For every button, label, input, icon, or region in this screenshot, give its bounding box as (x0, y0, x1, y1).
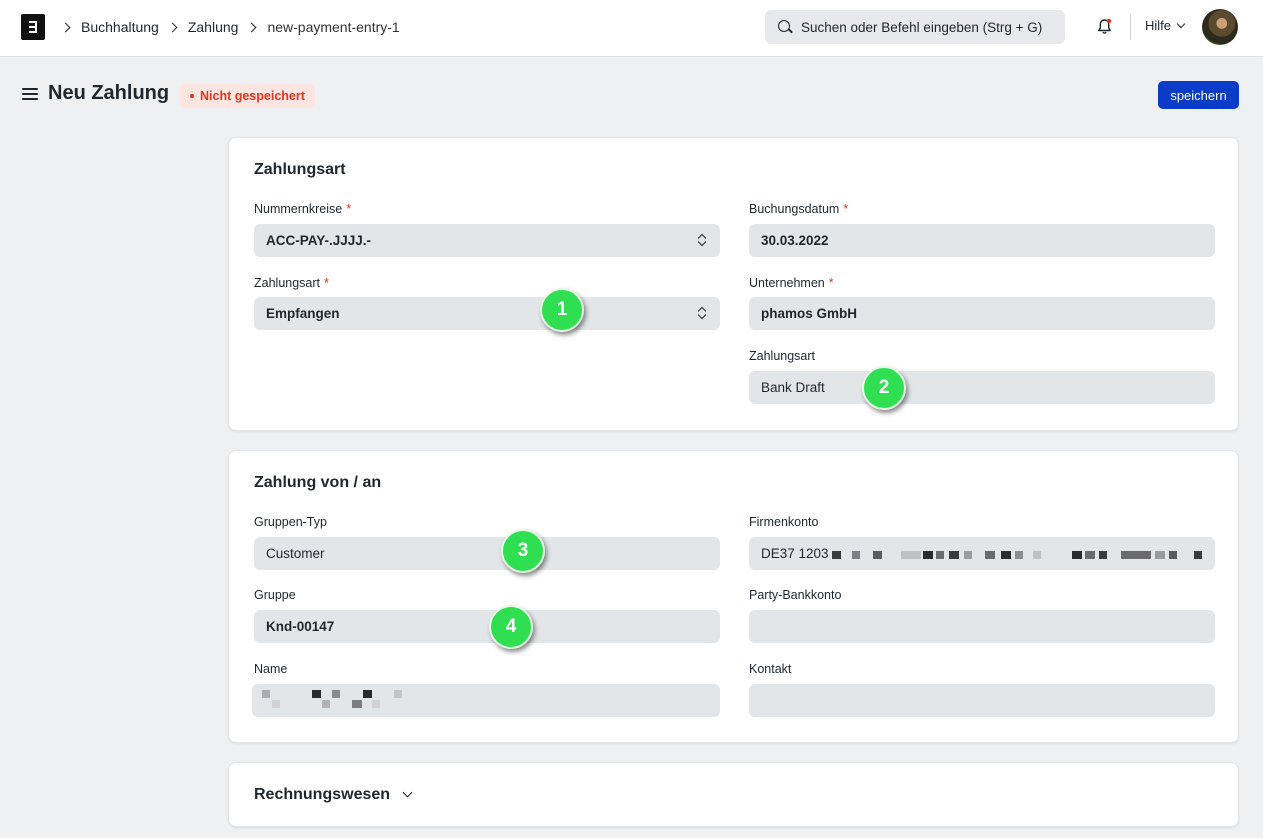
party-type-field[interactable] (254, 537, 720, 570)
payment-type-label: Zahlungsart * (254, 276, 329, 290)
annotation-marker-3: 3 (501, 529, 545, 573)
save-button[interactable]: speichern (1158, 81, 1239, 109)
chevron-right-icon (167, 22, 177, 32)
user-avatar[interactable] (1202, 9, 1238, 45)
party-field[interactable] (254, 610, 720, 643)
posting-date-value: 30.03.2022 (761, 233, 829, 248)
mode-of-payment-field[interactable] (749, 371, 1215, 404)
navbar-divider (1130, 14, 1131, 40)
company-value: phamos GmbH (761, 306, 858, 321)
mode-of-payment-label: Zahlungsart (749, 349, 816, 363)
chevron-right-icon (247, 22, 257, 32)
search-input[interactable] (765, 10, 1065, 44)
company-field[interactable] (749, 297, 1215, 330)
breadcrumb-item-zahlung[interactable]: Zahlung (187, 19, 239, 35)
chevron-right-icon (61, 22, 71, 32)
select-arrows-icon (698, 306, 706, 320)
naming-series-select[interactable] (254, 224, 720, 257)
section-party (228, 450, 1239, 743)
company-account-value: DE37 1203 (761, 546, 829, 561)
section-payment-type (228, 137, 1239, 431)
status-badge: Nicht gespeichert (180, 84, 315, 108)
company-account-label: Firmenkonto (749, 515, 819, 529)
party-type-label: Gruppen-Typ (254, 515, 327, 529)
party-bank-account-field[interactable] (749, 610, 1215, 643)
posting-date-label: Buchungsdatum * (749, 202, 849, 216)
breadcrumb-item-buchhaltung[interactable]: Buchhaltung (81, 19, 159, 35)
company-label: Unternehmen * (749, 276, 834, 290)
mode-of-payment-value: Bank Draft (761, 380, 825, 395)
payment-type-value: Empfangen (266, 306, 340, 321)
chevron-down-icon (403, 787, 413, 797)
naming-series-label: Nummernkreise * (254, 202, 352, 216)
section-accounting-label: Rechnungswesen (254, 786, 391, 803)
party-name-field[interactable] (252, 684, 720, 717)
section-title: Zahlungsart (254, 161, 346, 178)
section-title (254, 786, 411, 804)
help-dropdown[interactable] (1145, 18, 1184, 33)
annotation-marker-4: 4 (489, 605, 533, 649)
party-type-value: Customer (266, 546, 325, 561)
breadcrumb (58, 17, 406, 37)
search-icon (778, 20, 790, 32)
party-bank-account-label: Party-Bankkonto (749, 588, 842, 602)
select-arrows-icon (698, 233, 706, 247)
naming-series-value: ACC-PAY-.JJJJ.- (266, 233, 372, 248)
page-title: Neu Zahlung (48, 82, 170, 104)
annotation-marker-1: 1 (540, 288, 584, 332)
section-accounting[interactable] (228, 762, 1239, 827)
posting-date-field[interactable] (749, 224, 1215, 257)
top-navbar (0, 0, 1263, 57)
contact-field[interactable] (749, 684, 1215, 717)
party-value: Knd-00147 (266, 619, 335, 634)
search-placeholder: Suchen oder Befehl eingeben (Strg + G) (801, 19, 1043, 35)
section-title: Zahlung von / an (254, 474, 382, 491)
app-logo-icon[interactable] (21, 14, 45, 40)
payment-type-select[interactable] (254, 297, 720, 330)
annotation-marker-2: 2 (862, 366, 906, 410)
company-account-field[interactable] (749, 537, 1215, 570)
notification-bell-icon[interactable] (1097, 18, 1112, 35)
help-label: Hilfe (1145, 18, 1172, 33)
sidebar-toggle-icon[interactable] (22, 88, 38, 102)
party-label: Gruppe (254, 588, 296, 602)
chevron-down-icon (1177, 20, 1185, 28)
contact-label: Kontakt (749, 662, 792, 676)
party-name-label: Name (254, 662, 288, 676)
breadcrumb-item-current[interactable]: new-payment-entry-1 (267, 19, 400, 35)
